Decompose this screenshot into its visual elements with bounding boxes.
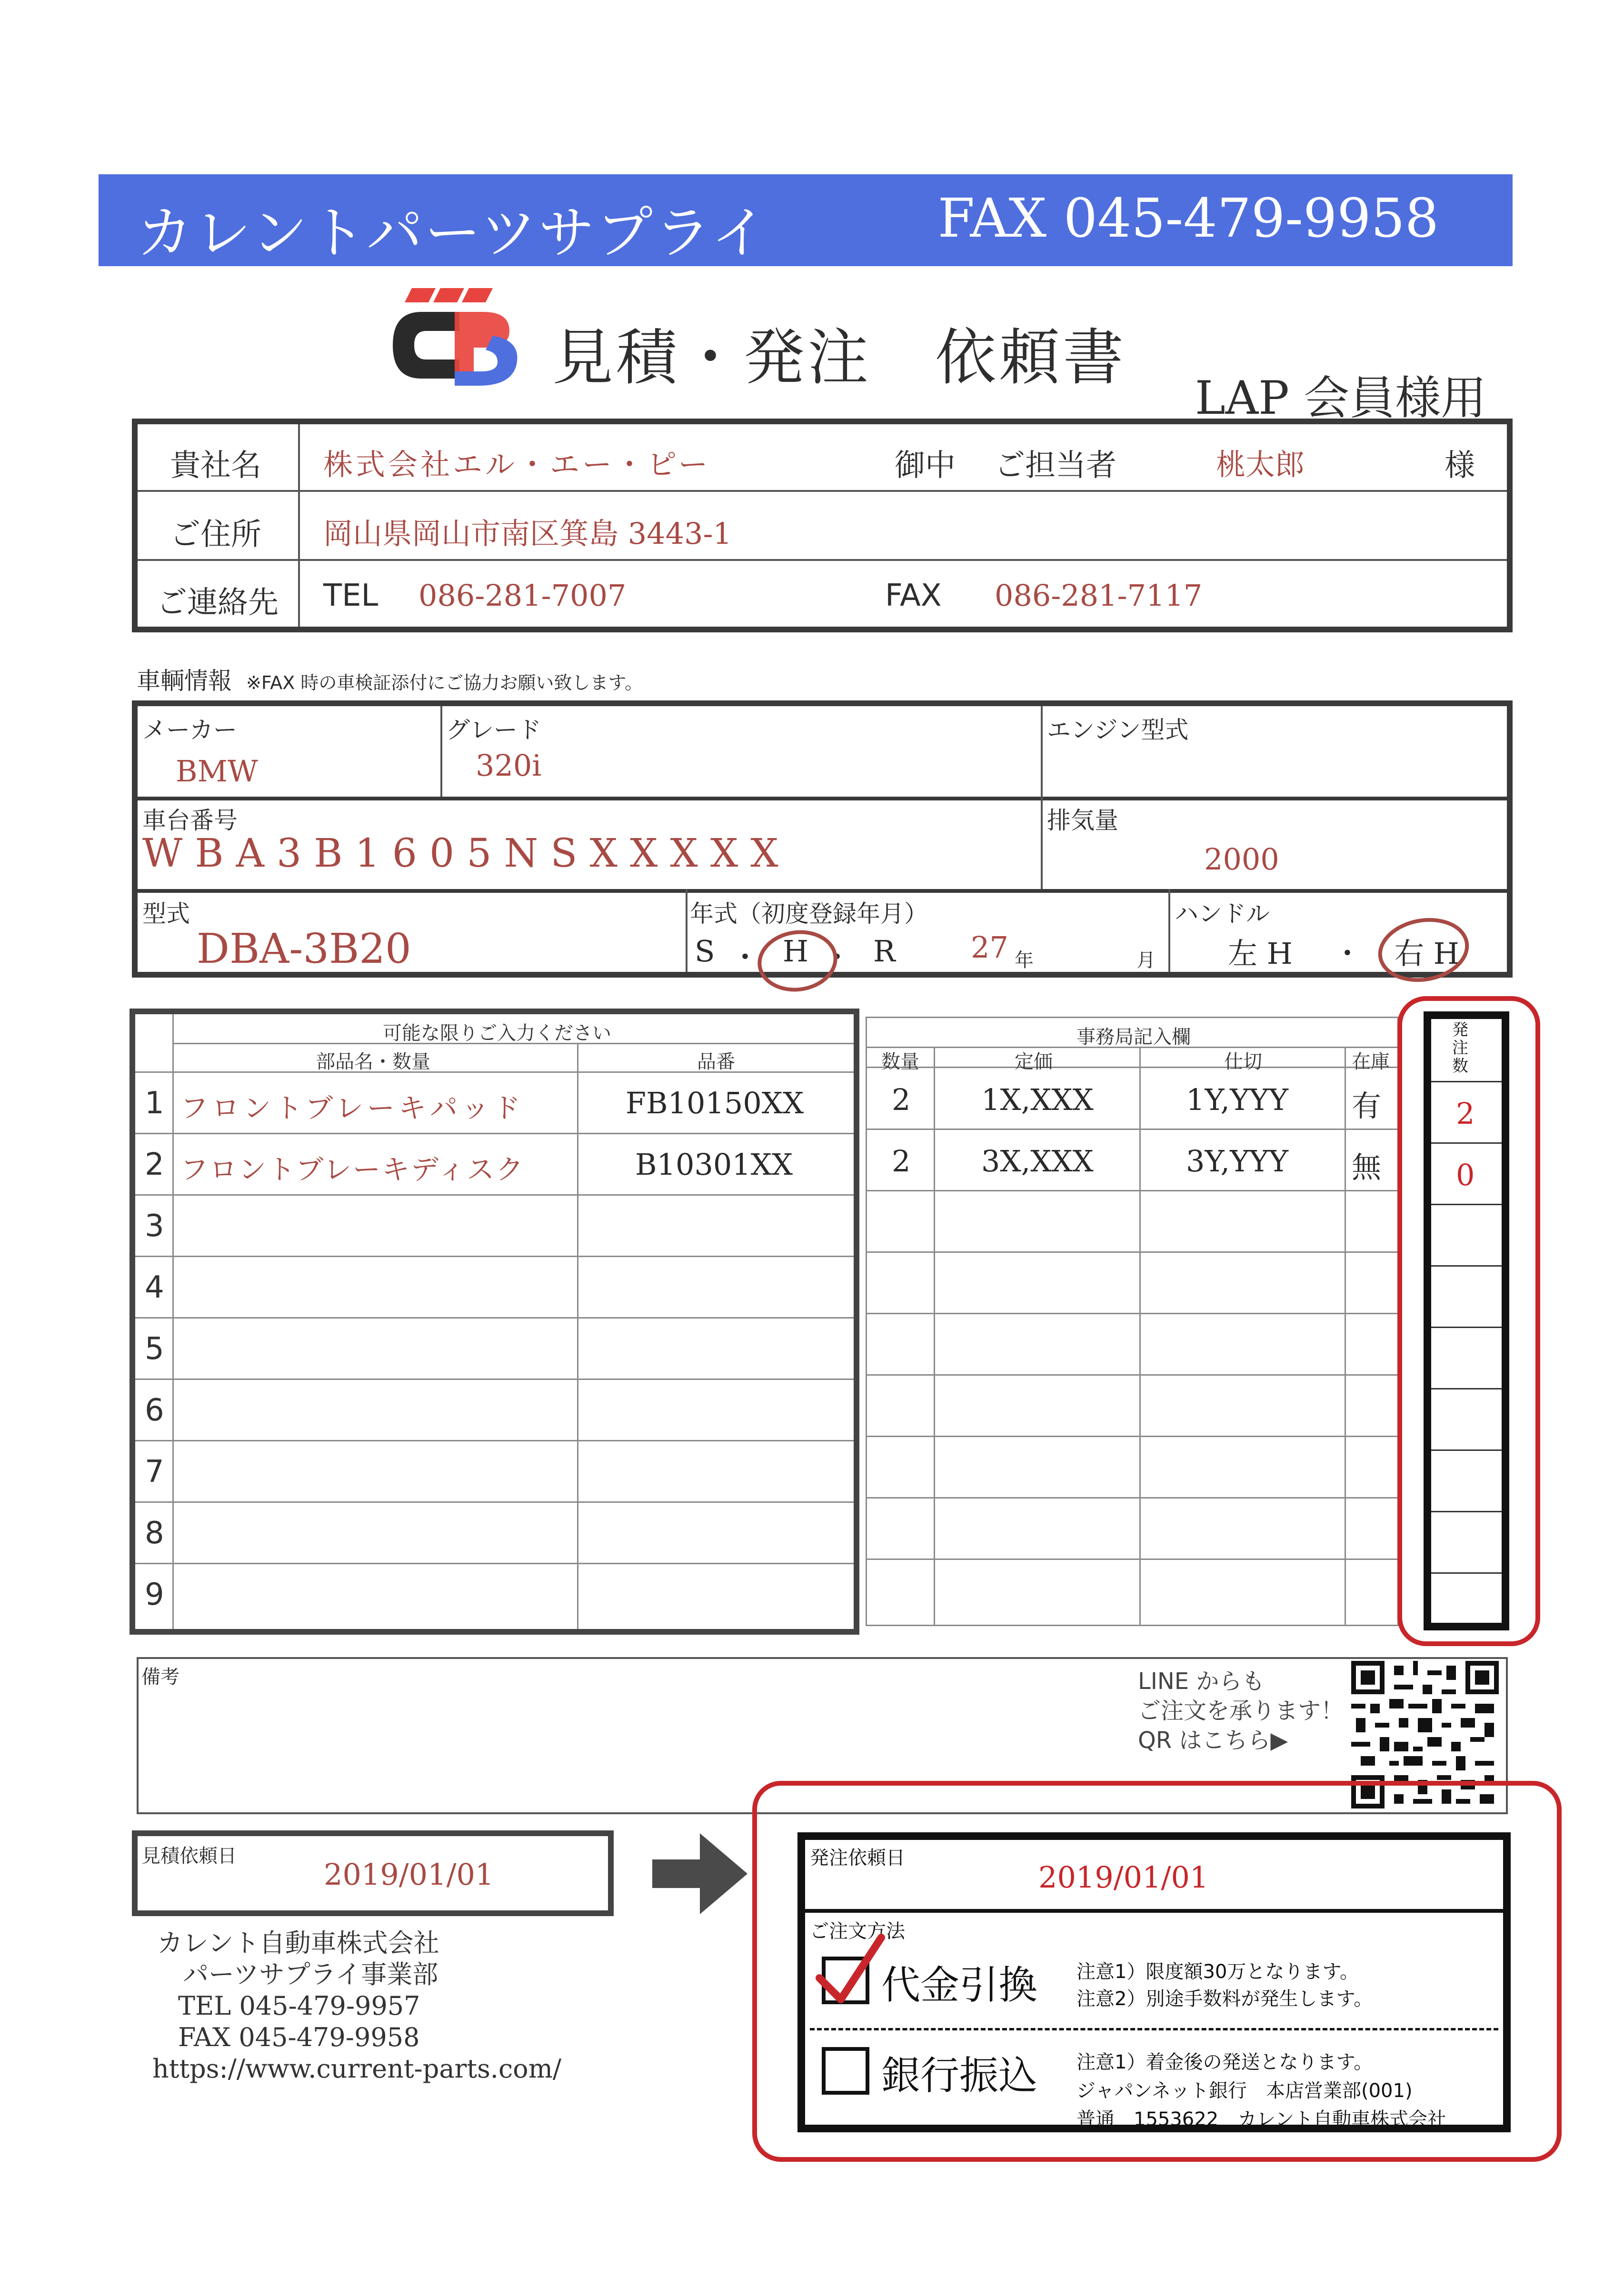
line-promo-text xyxy=(1138,1667,1344,1755)
handle-right-circle-icon xyxy=(1371,909,1476,990)
engine-label: エンジン型式 xyxy=(1047,716,1189,744)
order-date-value[interactable]: 2019/01/01 xyxy=(1038,1860,1209,1895)
order-qty-header: 発注数 xyxy=(1452,1020,1468,1076)
order-date-label: 発注依頼日 xyxy=(810,1847,905,1869)
handle-right[interactable]: 右 H xyxy=(1395,936,1459,971)
cod-note: 注意1）限度額30万となります。 xyxy=(1076,1961,1359,1983)
address-value[interactable]: 岡山県岡山市南区箕島 3443-1 xyxy=(323,516,732,551)
displacement-value[interactable]: 2000 xyxy=(1204,842,1279,877)
part-name-cell[interactable]: フロントブレーキディスク xyxy=(180,1153,525,1186)
estimate-date-label: 見積依頼日 xyxy=(141,1845,237,1867)
tel-value[interactable]: 086-281-7007 xyxy=(418,578,627,613)
vehicle-section-label: 車輌情報 xyxy=(137,667,232,695)
chassis-label: 車台番号 xyxy=(142,807,238,834)
chassis-value[interactable]: W B A 3 B 1 6 0 5 N S X X X X X xyxy=(142,831,778,876)
vehicle-section-caption xyxy=(137,662,643,696)
grade-label: グレード xyxy=(446,716,541,744)
document-title: 見積・発注 依頼書 xyxy=(552,322,1127,393)
parts-col-number: 品番 xyxy=(697,1051,735,1073)
company-value[interactable]: 株式会社エル・エー・ピー xyxy=(323,447,711,482)
cps-logo-icon xyxy=(383,279,526,398)
office-col-stock: 在庫 xyxy=(1352,1051,1390,1073)
order-method-label: ご注文方法 xyxy=(810,1920,905,1942)
cod-label: 代金引換 xyxy=(881,1963,1038,2008)
office-qty-cell[interactable]: 2 xyxy=(892,1082,911,1117)
company-info xyxy=(152,1928,562,2085)
remarks-label: 備考 xyxy=(141,1666,179,1688)
office-list-cell[interactable]: 3X,XXX xyxy=(981,1144,1094,1179)
row-num: 3 xyxy=(145,1209,164,1244)
row-num: 1 xyxy=(145,1086,164,1121)
month-unit: 月 xyxy=(1136,949,1156,971)
customer-info-box xyxy=(132,419,1513,632)
company-info-line: TEL 045-479-9957 xyxy=(178,1991,420,2021)
line-promo-line: QR はこちら▶ xyxy=(1138,1727,1288,1754)
parts-top-header: 可能な限りご入力ください xyxy=(383,1022,611,1044)
row-num: 9 xyxy=(145,1577,164,1612)
part-number-cell[interactable]: B10301XX xyxy=(635,1147,793,1182)
tel-label: TEL xyxy=(323,578,379,613)
row-num: 2 xyxy=(145,1147,164,1182)
part-name-cell[interactable]: フロントブレーキパッド xyxy=(180,1092,524,1124)
era-r[interactable]: R xyxy=(873,934,896,969)
arrow-right-icon xyxy=(652,1833,747,1914)
model-value[interactable]: DBA-3B20 xyxy=(197,925,411,973)
row-num: 5 xyxy=(145,1331,164,1367)
lap-member-label: LAP 会員様用 xyxy=(1195,371,1487,425)
row-num: 6 xyxy=(145,1393,164,1428)
fax-label: FAX xyxy=(885,578,942,613)
year-value[interactable]: 27 xyxy=(971,930,1008,965)
office-col-list: 定価 xyxy=(1015,1051,1053,1073)
line-promo-line: ご注文を承ります！ xyxy=(1138,1698,1344,1724)
office-use-table xyxy=(866,1017,1399,1626)
bank-note: 普通 1553622 カレント自動車株式会社 xyxy=(1076,2108,1447,2130)
part-number-cell[interactable]: FB10150XX xyxy=(626,1086,804,1120)
office-col-cost: 仕切 xyxy=(1224,1051,1262,1073)
office-stock-cell[interactable]: 有 xyxy=(1352,1089,1382,1123)
era-dot-1: ・ xyxy=(730,940,760,975)
year-unit: 年 xyxy=(1015,949,1034,971)
company-info-line: カレント自動車株式会社 xyxy=(157,1928,439,1958)
office-col-qty: 数量 xyxy=(881,1051,919,1073)
header-company-name: カレントパーツサプライ xyxy=(137,200,769,266)
parts-col-name: 部品名・数量 xyxy=(316,1051,430,1073)
vehicle-note: ※FAX 時の車検証添付にご協力お願い致します。 xyxy=(246,672,643,693)
grade-value[interactable]: 320i xyxy=(476,748,542,783)
order-qty-cell[interactable]: 2 xyxy=(1456,1096,1475,1131)
row-num: 7 xyxy=(145,1454,164,1489)
displacement-label: 排気量 xyxy=(1047,807,1118,834)
order-qty-highlight-frame xyxy=(1397,996,1540,1646)
order-highlight-frame xyxy=(752,1781,1562,2162)
order-qty-cell[interactable]: 0 xyxy=(1456,1158,1475,1192)
bank-note: 注意1）着金後の発送となります。 xyxy=(1076,2051,1373,2073)
year-label: 年式（初度登録年月） xyxy=(690,900,928,928)
company-info-line: パーツサプライ事業部 xyxy=(157,1959,438,1989)
maker-label: メーカー xyxy=(142,716,237,744)
header-fax: FAX 045-479-9958 xyxy=(937,188,1439,250)
handle-left[interactable]: 左 H xyxy=(1228,936,1293,971)
era-dot-2: ・ xyxy=(822,940,852,975)
model-label: 型式 xyxy=(142,900,190,928)
bank-note: ジャパンネット銀行 本店営業部(001) xyxy=(1076,2080,1413,2102)
company-label: 貴社名 xyxy=(170,448,261,483)
company-website-link[interactable]: https://www.current-parts.com/ xyxy=(152,2054,562,2084)
era-s[interactable]: S xyxy=(695,934,715,969)
office-cost-cell[interactable]: 3Y,YYY xyxy=(1186,1144,1288,1179)
fax-value[interactable]: 086-281-7117 xyxy=(995,578,1203,613)
sama-label: 様 xyxy=(1445,448,1475,483)
office-cost-cell[interactable]: 1Y,YYY xyxy=(1186,1082,1288,1117)
company-info-line: FAX 045-479-9958 xyxy=(178,2022,420,2052)
header-bar xyxy=(99,174,1513,266)
contact-info-label: ご連絡先 xyxy=(157,585,279,620)
estimate-date-value[interactable]: 2019/01/01 xyxy=(324,1857,494,1892)
line-promo-line: LINE からも xyxy=(1138,1668,1265,1695)
handle-dot: ・ xyxy=(1333,936,1363,971)
contact-person-value[interactable]: 桃太郎 xyxy=(1216,447,1305,482)
era-h-circle-icon xyxy=(752,924,847,1000)
era-h[interactable]: H xyxy=(783,934,809,969)
row-num: 8 xyxy=(145,1516,164,1551)
office-top-header: 事務局記入欄 xyxy=(1076,1026,1191,1048)
maker-value[interactable]: BMW xyxy=(176,754,258,789)
office-list-cell[interactable]: 1X,XXX xyxy=(981,1082,1094,1117)
contact-person-label: ご担当者 xyxy=(995,448,1116,483)
cod-note: 注意2）別途手数料が発生します。 xyxy=(1076,1988,1373,2010)
onchu-label: 御中 xyxy=(895,448,956,483)
row-num: 4 xyxy=(145,1270,164,1305)
handle-label: ハンドル xyxy=(1175,900,1270,928)
parts-request-table xyxy=(130,1009,859,1635)
bank-transfer-label: 銀行振込 xyxy=(881,2053,1038,2098)
office-stock-cell[interactable]: 無 xyxy=(1352,1150,1382,1185)
address-label: ご住所 xyxy=(170,517,261,552)
office-qty-cell[interactable]: 2 xyxy=(892,1144,911,1179)
